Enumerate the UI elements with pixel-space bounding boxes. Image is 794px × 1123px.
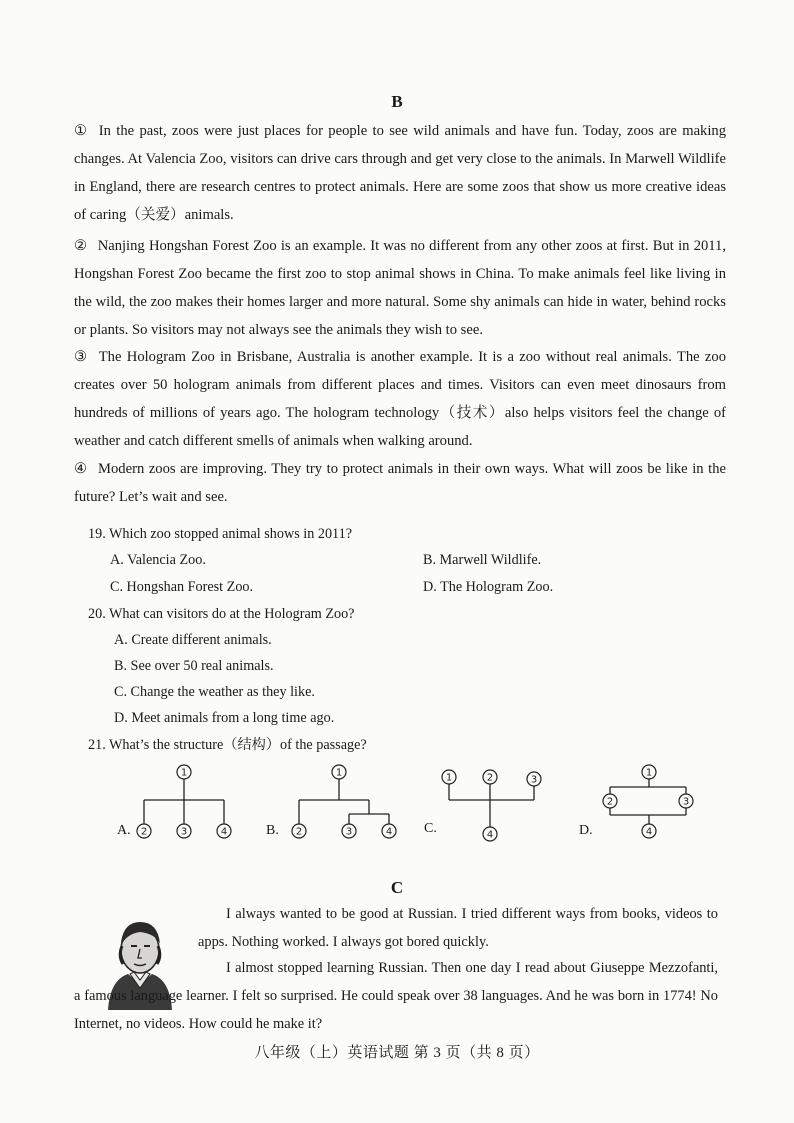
node-4-label: 4	[486, 829, 494, 841]
section-c-heading: C	[390, 878, 404, 897]
paragraph-text: Nanjing Hongshan Forest Zoo is an example. It was no different from any other zoos at first. But in 2011, Hongshan Forest Zoo became the first zoo to stop animal shows in China. To make animals feel like living in the wild, the zoo makes their homes larger and more natural. Some shy animals can hide in water, behind rocks or plants. So visitors may not always see the animals they wish to see.	[74, 238, 726, 338]
question-19-stem: 19. Which zoo stopped animal shows in 2011?	[88, 526, 353, 542]
section-b-paragraph-1	[74, 117, 726, 229]
page-footer: 八年级（上）英语试题 第 3 页（共 8 页）	[254, 1045, 540, 1061]
question-20-option-a[interactable]: A. Create different animals.	[114, 632, 272, 648]
question-19-option-d[interactable]: D. The Hologram Zoo.	[423, 579, 554, 595]
question-21-option-d[interactable]: D.	[579, 823, 593, 838]
structure-diagram-c	[437, 765, 547, 845]
paragraph-number: ②	[74, 238, 88, 254]
structure-diagram-d	[598, 760, 698, 845]
node-2-label: 2	[295, 826, 303, 838]
question-20-option-c[interactable]: C. Change the weather as they like.	[114, 684, 315, 700]
node-3-label: 3	[180, 826, 188, 838]
section-b-paragraph-4	[74, 455, 726, 511]
paragraph-text: I always wanted to be good at Russian. I tried different ways from books, videos to apps. Nothing worked. I always got bored quickly.	[198, 906, 718, 950]
node-3-label: 3	[682, 796, 690, 808]
node-3-label: 3	[530, 774, 538, 786]
question-21-option-a[interactable]: A.	[117, 823, 131, 838]
node-1-label: 1	[645, 767, 653, 779]
paragraph-number: ③	[74, 349, 89, 365]
question-19-option-b[interactable]: B. Marwell Wildlife.	[423, 552, 542, 568]
node-4-label: 4	[645, 826, 653, 838]
node-2-label: 2	[486, 772, 494, 784]
section-b-paragraph-2	[74, 232, 726, 344]
question-19-option-a[interactable]: A. Valencia Zoo.	[110, 552, 206, 568]
node-2-label: 2	[606, 796, 614, 808]
paragraph-text: The Hologram Zoo in Brisbane, Australia is another example. It is a zoo without real animals. The zoo creates over 50 hologram animals from different places and times. Visitors can even meet dinosaurs from hundreds of millions of years ago. The hologram technology（技术）also helps visitors feel the change of weather and catch different smells of animals when walking around.	[74, 349, 726, 449]
section-c-paragraph-1	[198, 900, 718, 956]
node-4-label: 4	[385, 826, 393, 838]
paragraph-number: ④	[74, 461, 89, 477]
paragraph-number: ①	[74, 123, 89, 139]
node-1-label: 1	[180, 767, 188, 779]
question-20-stem: 20. What can visitors do at the Hologram Zoo?	[88, 606, 355, 622]
section-c-paragraph-2	[74, 954, 718, 1038]
section-b-paragraph-3	[74, 343, 726, 455]
section-b-heading: B	[391, 92, 403, 111]
node-3-label: 3	[345, 826, 353, 838]
paragraph-text: Modern zoos are improving. They try to protect animals in their own ways. What will zoos be like in the future? Let’s wait and see.	[74, 461, 726, 505]
question-21-option-c[interactable]: C.	[424, 821, 437, 836]
structure-diagram-b	[285, 760, 400, 845]
question-20-option-b[interactable]: B. See over 50 real animals.	[114, 658, 274, 674]
paragraph-text: I almost stopped learning Russian. Then one day I read about Giuseppe Mezzofanti, a famous language learner. I felt so surprised. He could speak over 38 languages. And he was born in 1774! No Internet, no videos. How could he make it?	[74, 960, 718, 1032]
node-1-label: 1	[445, 772, 453, 784]
paragraph-text: In the past, zoos were just places for people to see wild animals and have fun. Today, zoos are making changes. At Valencia Zoo, visitors can drive cars through and get very close to the animals. In Marwell Wildlife in England, there are research centres to protect animals. Here are some zoos that show us more creative ideas of caring（关爱）animals.	[74, 123, 726, 223]
question-19-option-c[interactable]: C. Hongshan Forest Zoo.	[110, 579, 254, 595]
structure-diagram-a	[130, 760, 240, 845]
node-4-label: 4	[220, 826, 228, 838]
node-1-label: 1	[335, 767, 343, 779]
question-21-option-b[interactable]: B.	[266, 823, 279, 838]
question-21-stem: 21. What’s the structure（结构）of the passage?	[88, 737, 367, 753]
node-2-label: 2	[140, 826, 148, 838]
question-20-option-d[interactable]: D. Meet animals from a long time ago.	[114, 710, 335, 726]
